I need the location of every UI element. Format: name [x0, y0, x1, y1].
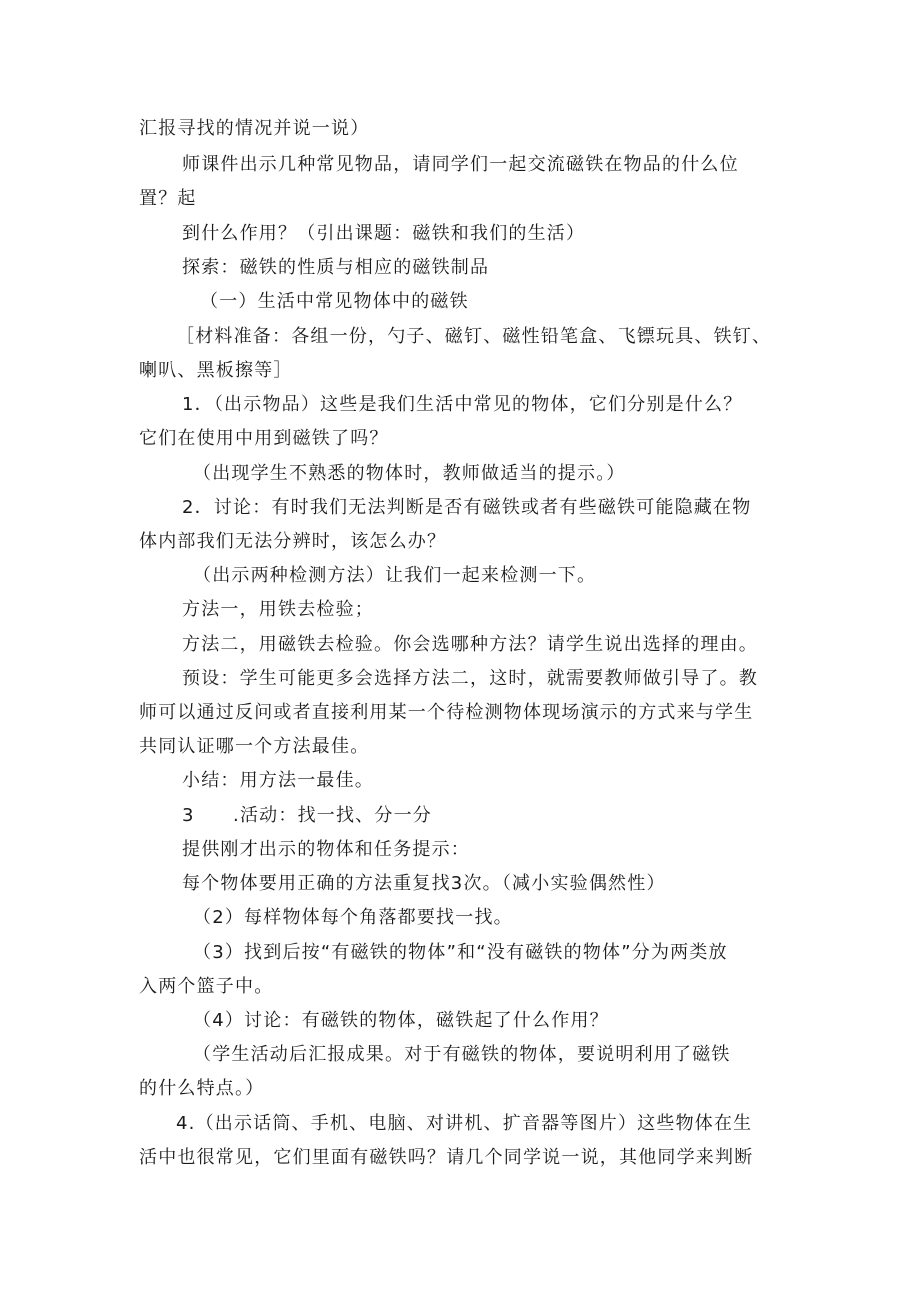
text-line: 预设：学生可能更多会选择方法二，这时，就需要教师做引导了。教: [182, 668, 758, 689]
text-line: 师课件出示几种常见物品，请同学们一起交流磁铁在物品的什么位: [182, 154, 739, 175]
text-line: 共同认证哪一个方法最佳。: [139, 736, 370, 757]
text-line: （4）讨论：有磁铁的物体，磁铁起了什么作用？: [193, 1010, 609, 1031]
text-line: 3 .活动：找一找、分一分: [182, 805, 432, 826]
text-line: 2．讨论：有时我们无法判断是否有磁铁或者有些磁铁可能隐藏在物: [182, 497, 752, 518]
text-line: 汇报寻找的情况并说一说）: [139, 118, 370, 139]
text-line: 方法一，用铁去检验；: [182, 599, 374, 620]
text-line: 探索：磁铁的性质与相应的磁铁制品: [182, 257, 490, 278]
text-line: （出示两种检测方法）让我们一起来检测一下。: [193, 565, 597, 586]
text-line: 它们在使用中用到磁铁了吗？: [139, 428, 389, 449]
text-line: 到什么作用？（引出课题：磁铁和我们的生活）: [182, 223, 586, 244]
text-line: 1．（出示物品）这些是我们生活中常见的物体，它们分别是什么？: [182, 394, 743, 415]
text-line: 4.（出示话筒、手机、电脑、对讲机、扩音器等图片）这些物体在生: [176, 1113, 753, 1134]
text-line: 方法二，用磁铁去检验。你会选哪种方法？请学生说出选择的理由。: [182, 634, 758, 655]
text-line: ［材料准备：各组一份，勺子、磁钉、磁性铅笔盒、飞镖玩具、铁钉、: [176, 326, 772, 347]
text-line: 入两个篮子中。: [139, 976, 274, 997]
text-line: 小结：用方法一最佳。: [182, 770, 374, 791]
text-line: 每个物体要用正确的方法重复找3次。（减小实验偶然性）: [182, 873, 666, 894]
text-line: 活中也很常见，它们里面有磁铁吗？请几个同学说一说，其他同学来判断: [139, 1147, 754, 1168]
text-line: 置？起: [139, 188, 197, 209]
text-line: （学生活动后汇报成果。对于有磁铁的物体，要说明利用了磁铁: [193, 1044, 731, 1065]
text-line: （出现学生不熟悉的物体时，教师做适当的提示。）: [193, 463, 626, 484]
text-line: 师可以通过反问或者直接利用某一个待检测物体现场演示的方式来与学生: [139, 702, 754, 723]
text-line: 体内部我们无法分辨时，该怎么办？: [139, 531, 447, 552]
text-line: 提供刚才出示的物体和任务提示：: [182, 839, 470, 860]
text-line: （3）找到后按“有磁铁的物体”和“没有磁铁的物体”分为两类放: [193, 942, 728, 963]
text-line: （2）每样物体每个角落都要找一找。: [193, 907, 513, 928]
section-heading: （一）生活中常见物体中的磁铁: [200, 291, 469, 312]
text-line: 的什么特点。）: [139, 1078, 265, 1099]
text-line: 喇叭、黑板擦等］: [139, 360, 293, 381]
